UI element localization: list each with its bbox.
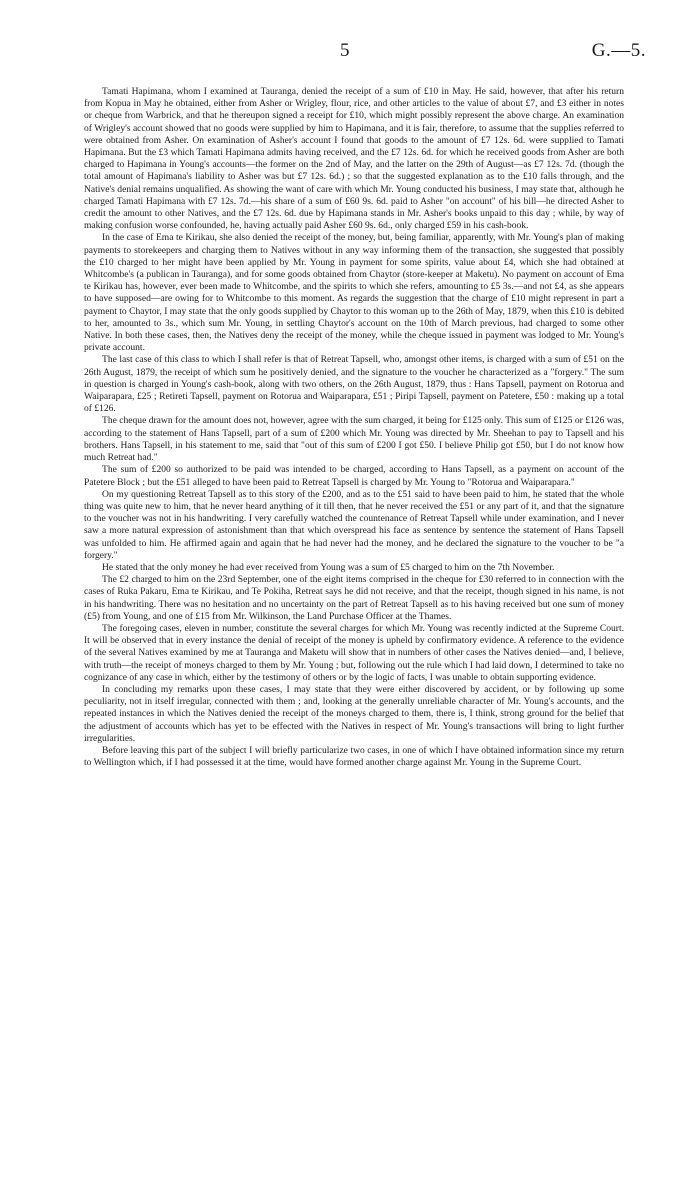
paragraph-hapimana-case: Tamati Hapimana, whom I examined at Tauranga, denied the receipt of a sum of £10 in May. He said, however, that after his return from Kopua in May he obtained, either from Asher or Wrigley, flour, rice, and other articles to the value of about £7, and £3 either in notes or cheque from Warbrick, and that he thereupon signed a receipt for £10, which might possibly represent the above charge. An examination of Wrigley's account showed that no goods were supplied by him to Hapimana, and it is fair, therefore, to assume that the supplies referred to were obtained from Asher. On examination of Asher's account I found that goods to the amount of £7 12s. 6d. were supplied to Tamati Hapimana. But the £3 which Tamati Hapimana admits having received, and the £7 12s. 6d. for which he received goods from Asher are both charged to Hapimana in Young's accounts—the former on the 2nd of May, and the latter on the 29th of August—as £7 12s. 7d. (though the total amount of Hapimana's liability to Asher was but £7 12s. 6d.) ; so that the suggested explanation as to the £10 falls through, and the Native's denial remains unqualified. As showing the want of care with which Mr. Young conducted his business, I may state that, although he charged Tamati Hapimana with £7 12s. 7d.—his share of a sum of £60 9s. 6d. paid to Asher "on account" of his bill—he directed Asher to credit the amount to other Natives, and the £7 12s. 6d. due by Hapimana stands in Mr. Asher's books unpaid to this day ; while, by way of making confusion worse confounded, he, having actually paid Asher £60 9s. 6d., only charged £59 in his cash-book. xyxy=(84,86,624,232)
body-text xyxy=(84,86,624,769)
document-reference: G.—5. xyxy=(591,40,646,61)
paragraph-patetere-block: The sum of £200 so authorized to be paid was intended to be charged, according to Hans Tapsell, as a payment on account of the Patetere Block ; but the £51 alleged to have been paid to Retreat Tapsell is charged by Mr. Young to "Rotorua and Waiparapara." xyxy=(84,464,624,488)
paragraph-cheque-amount: The cheque drawn for the amount does not, however, agree with the sum charged, it being for £125 only. This sum of £125 or £126 was, according to the statement of Hans Tapsell, part of a sum of £200 which Mr. Young was directed by Mr. Sheehan to pay to Tapsell and his brothers. Hans Tapsell, in his statement to me, said that "out of this sum of £200 I got £50. I believe Philip got £50, but I do not know how much Retreat had." xyxy=(84,415,624,464)
paragraph-only-money-received: He stated that the only money he had ever received from Young was a sum of £5 charged to him on the 7th November. xyxy=(102,561,555,573)
paragraph-foregoing-cases: The foregoing cases, eleven in number, constitute the several charges for which Mr. Young was recently indicted at the Supreme Court. It will be observed that in every instance the denial of receipt of the money is upheld by confirmatory evidence. A reference to the evidence of the several Natives examined by me at Tauranga and Maketu will show that in numbers of other cases the Natives denied—and, I believe, with truth—the receipt of moneys charged to them by Mr. Young ; but, following out the rule which I had laid down, I determined to take no cognizance of any case in which, either by the testimony of others or by the logic of facts, I was unable to obtain supporting evidence. xyxy=(84,622,624,683)
page-header xyxy=(0,40,700,64)
paragraph-questioning-tapsell: On my questioning Retreat Tapsell as to this story of the £200, and as to the £51 said to have been paid to him, he stated that the whole thing was quite new to him, that he never heard anything of it till then, that he never received the £51 or any part of it, and that the signature to the voucher was not in his handwriting. I very carefully watched the countenance of Retreat Tapsell while under examination, and I never saw a more natural expression of astonishment than that which overspread his face as sentence by sentence the statement of Hans Tapsell was unfolded to him. He affirmed again and again that he had never had the money, and he declared the signature to the voucher to be "a forgery." xyxy=(84,488,624,561)
paragraph-two-pound-charge: The £2 charged to him on the 23rd September, one of the eight items comprised in the cheque for £30 referred to in connection with the cases of Ruka Pakaru, Ema te Kirikau, and Te Pokiha, Retreat says he did not receive, and that the receipt, though signed in his name, is not in his handwriting. There was no hesitation and no uncertainty on the part of Retreat Tapsell as to his having received but one sum of money (£5) from Young, and one of £15 from Mr. Wilkinson, the Land Purchase Officer at the Thames. xyxy=(84,574,624,622)
paragraph-ema-te-kirikau-case: In the case of Ema te Kirikau, she also denied the receipt of the money, but, being familiar, apparently, with Mr. Young's plan of making payments to storekeepers and charging them to Natives without in any way informing them of the transaction, she suggested that possibly the £10 charged to her might have been applied by Mr. Young in payment for some spirits, value about £4, which she had obtained at Whitcombe's (a publican in Tauranga), and for some goods obtained from Chaytor (store-keeper at Maketu). No payment on account of Ema te Kirikau has, however, ever been made to Whitcombe, and the spirits to which she refers, amounting to £5 3s.—and not £4, as she appears to have supposed—are owing for to Whitcombe to this moment. As regards the suggestion that the charge of £10 might represent in part a payment to Chaytor, I may state that the only goods supplied by Chaytor to this woman up to the 26th of May, 1879, when this £10 is debited to her, amounted to 3s., which sum Mr. Young, in settling Chaytor's account on the 10th of March previous, had charged to some other Native. In both these cases, then, the Natives deny the receipt of the money, while the cheque issued in payment was lodged to Mr. Young's private account. xyxy=(84,232,624,354)
page-number: 5 xyxy=(340,40,350,61)
paragraph-before-leaving: Before leaving this part of the subject I will briefly particularize two cases, in one of which I have obtained information since my return to Wellington which, if I had possessed it at the time, would have formed another charge against Mr. Young in the Supreme Court. xyxy=(84,744,624,769)
paragraph-retreat-tapsell-case: The last case of this class to which I shall refer is that of Retreat Tapsell, who, amongst other items, is charged with a sum of £51 on the 26th August, 1879, the receipt of which sum he positively denied, and the signature to the voucher he characterized as a "forgery." The sum in question is charged in Young's cash-book, along with two others, on the 26th August, 1879, thus : Hans Tapsell, payment on Rotorua and Waiparapara, £25 ; Retireti Tapsell, payment on Rotorua and Waiparapara, £51 ; Piripi Tapsell, payment on Patetere, £50 : making up a total of £126. xyxy=(84,354,624,415)
paragraph-concluding-remarks: In concluding my remarks upon these cases, I may state that they were either discovered by accident, or by following up some peculiarity, not in itself irregular, connected with them ; and, looking at the generally unreliable character of Mr. Young's accounts, and the repeated instances in which the Natives denied the receipt of the moneys charged to them, there is, I think, strong ground for the belief that the adjustment of accounts which has yet to be effected with the Natives in respect of Mr. Young's transactions will bring to light further irregularities. xyxy=(84,683,624,744)
